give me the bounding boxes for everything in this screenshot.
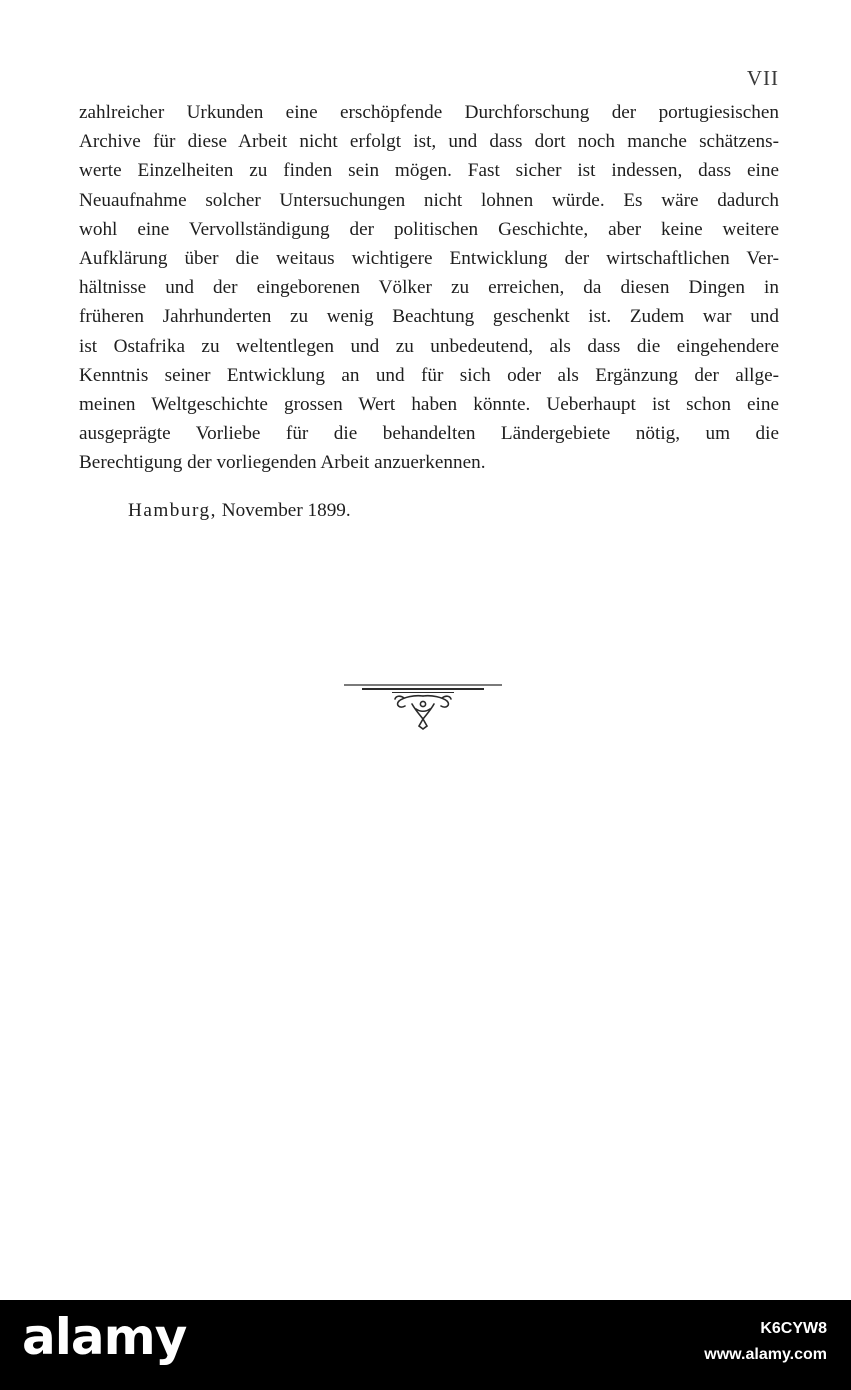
body-paragraph bbox=[79, 98, 779, 478]
image-id: K6CYW8 bbox=[760, 1320, 827, 1337]
signature-place: Hamburg, bbox=[128, 500, 217, 521]
text-line: Berechtigung der vorliegenden Arbeit anzuerkennen. bbox=[79, 452, 486, 474]
text-line: wohl eine Vervollständigung der politischen Geschichte, aber keine weitere bbox=[79, 218, 779, 240]
text-line: Archive für diese Arbeit nicht erfolgt ist, und dass dort noch manche schätzens- bbox=[79, 131, 779, 153]
page-number: VII bbox=[746, 66, 779, 90]
signature-date: November 1899. bbox=[221, 500, 351, 521]
text-line: früheren Jahrhunderten zu wenig Beachtung geschenkt ist. Zudem war und bbox=[79, 306, 779, 328]
text-line: meinen Weltgeschichte grossen Wert haben könnte. Ueberhaupt ist schon eine bbox=[79, 394, 779, 416]
text-line: Neuaufnahme solcher Untersuchungen nicht lohnen würde. Es wäre dadurch bbox=[79, 189, 779, 211]
text-line: ist Ostafrika zu weltentlegen und zu unbedeutend, als dass die eingehendere bbox=[79, 335, 779, 357]
text-line: zahlreicher Urkunden eine erschöpfende Durchforschung der portugiesischen bbox=[79, 102, 779, 123]
signature-line bbox=[128, 500, 351, 522]
text-line: hältnisse und der eingeborenen Völker zu erreichen, da diesen Dingen in bbox=[79, 277, 779, 299]
alamy-logo: alamy bbox=[22, 1308, 187, 1366]
watermark-banner bbox=[0, 1300, 851, 1390]
site-url: www.alamy.com bbox=[704, 1346, 827, 1363]
text-line: ausgeprägte Vorliebe für die behandelten Ländergebiete nötig, um die bbox=[79, 423, 779, 445]
text-line: Kenntnis seiner Entwicklung an und für sich oder als Ergänzung der allge- bbox=[79, 364, 779, 386]
text-line: Aufklärung über die weitaus wichtigere Entwicklung der wirtschaftlichen Ver- bbox=[79, 248, 779, 270]
text-line: werte Einzelheiten zu finden sein mögen. Fast sicher ist indessen, dass eine bbox=[79, 160, 779, 182]
ornament-icon bbox=[342, 682, 504, 732]
